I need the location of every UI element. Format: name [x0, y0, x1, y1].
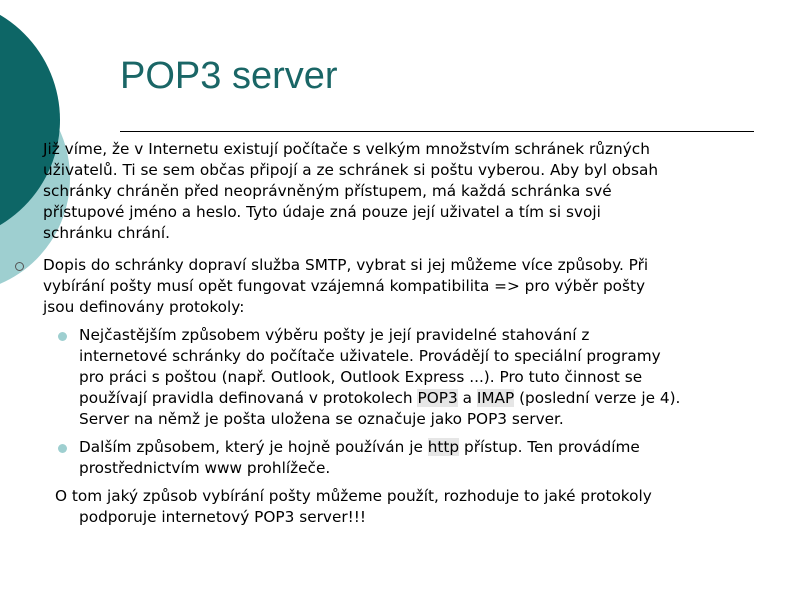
text-line: prostřednictvím www prohlížeče.: [79, 459, 331, 477]
http-term: http: [427, 438, 460, 456]
slide-title: POP3 server: [120, 55, 338, 97]
text-line: Již víme, že v Internetu existují počítače s velkým množstvím schránek různých: [43, 140, 650, 158]
text-line: schránky chráněn před neoprávněným přístupem, má každá schránka své: [43, 182, 612, 200]
text-line: schránku chrání.: [43, 224, 170, 242]
text-line: pro práci s poštou (např. Outlook, Outlook Express ...). Pro tuto činnost se: [79, 368, 643, 386]
text-line: internetové schránky do počítače uživatele. Provádějí to speciální programy: [79, 347, 661, 365]
text-line: Nejčastějším způsobem výběru pošty je její pravidelné stahování z: [79, 326, 590, 344]
text-line: uživatelů. Ti se sem občas připojí a ze schránek si poštu vyberou. Aby byl obsah: [43, 161, 659, 179]
text-line: [79, 437, 640, 458]
text-line: Server na němž je pošta uložena se označuje jako POP3 server.: [79, 410, 564, 428]
paragraph-conclusion: [55, 486, 652, 528]
paragraph-smtp: [43, 255, 648, 318]
subitem-http: [79, 437, 640, 479]
text-line: Dopis do schránky dopraví služba SMTP, vybrat si jej můžeme více způsoby. Při: [43, 256, 649, 274]
bullet-dot-icon: [58, 444, 67, 453]
text-line: O tom jaký způsob vybírání pošty můžeme použít, rozhoduje to jaké protokoly: [55, 487, 652, 505]
imap-term: IMAP: [476, 389, 515, 407]
text-span: používají pravidla definovaná v protokolech: [79, 389, 418, 407]
text-line: [79, 388, 680, 409]
text-line: přístupové jméno a heslo. Tyto údaje zná pouze její uživatel a tím si svoji: [43, 203, 601, 221]
text-span: přístup. Ten provádíme: [459, 438, 640, 456]
text-line: jsou definovány protokoly:: [43, 298, 245, 316]
bullet-dot-icon: [58, 332, 67, 341]
text-line: vybírání pošty musí opět fungovat vzájemná kompatibilita => pro výběr pošty: [43, 277, 646, 295]
text-span: Dalším způsobem, který je hojně používán je: [79, 438, 428, 456]
paragraph-intro: [43, 139, 658, 244]
text-span: a: [457, 389, 477, 407]
text-span: (poslední verze je 4).: [514, 389, 681, 407]
title-underline: [120, 131, 754, 132]
bullet-circle-icon: [15, 262, 24, 271]
subitem-pop3: [79, 325, 680, 430]
pop3-term: POP3: [417, 389, 458, 407]
text-line: podporuje internetový POP3 server!!!: [79, 508, 367, 526]
